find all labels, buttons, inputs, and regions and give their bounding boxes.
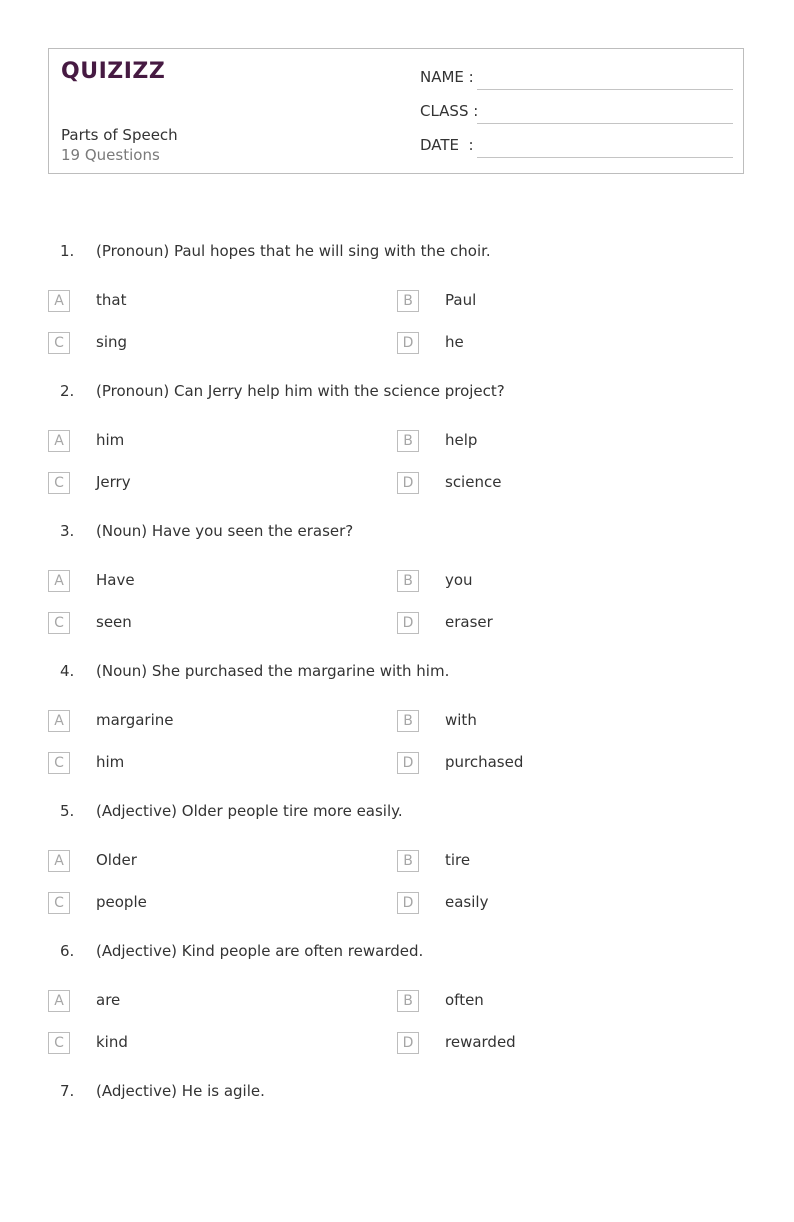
answer-option[interactable]	[397, 752, 737, 776]
question-item	[0, 1082, 794, 1222]
option-text: often	[445, 991, 484, 1009]
option-text: easily	[445, 893, 489, 911]
worksheet-title: Parts of Speech	[61, 126, 178, 144]
question-text: (Noun) Have you seen the eraser?	[96, 522, 354, 540]
name-field[interactable]	[420, 68, 733, 90]
date-field[interactable]	[420, 136, 733, 158]
answer-option[interactable]	[48, 1032, 388, 1056]
option-letter-box[interactable]: A	[48, 290, 70, 312]
answer-option[interactable]	[397, 710, 737, 734]
option-text: you	[445, 571, 473, 589]
option-letter-box[interactable]: B	[397, 710, 419, 732]
option-text: Older	[96, 851, 137, 869]
option-text: seen	[96, 613, 132, 631]
answer-option[interactable]	[48, 752, 388, 776]
class-line[interactable]	[477, 123, 733, 124]
answer-option[interactable]	[397, 570, 737, 594]
option-text: Paul	[445, 291, 477, 309]
answer-option[interactable]	[397, 290, 737, 314]
option-text: purchased	[445, 753, 524, 771]
option-letter-box[interactable]: D	[397, 892, 419, 914]
option-text: eraser	[445, 613, 493, 631]
answer-option[interactable]	[48, 892, 388, 916]
option-text: that	[96, 291, 127, 309]
question-number: 1.	[60, 242, 75, 260]
class-field[interactable]	[420, 102, 733, 124]
option-letter-box[interactable]: A	[48, 990, 70, 1012]
question-item	[0, 522, 794, 662]
option-text: him	[96, 753, 125, 771]
question-text: (Noun) She purchased the margarine with him.	[96, 662, 450, 680]
question-number: 7.	[60, 1082, 75, 1100]
option-text: help	[445, 431, 478, 449]
option-text: are	[96, 991, 121, 1009]
answer-option[interactable]	[48, 710, 388, 734]
option-letter-box[interactable]: C	[48, 892, 70, 914]
answer-option[interactable]	[48, 290, 388, 314]
answer-option[interactable]	[397, 990, 737, 1014]
option-letter-box[interactable]: C	[48, 612, 70, 634]
option-text: margarine	[96, 711, 174, 729]
question-number: 5.	[60, 802, 75, 820]
option-text: with	[445, 711, 477, 729]
answer-option[interactable]	[397, 612, 737, 636]
option-letter-box[interactable]: D	[397, 472, 419, 494]
option-letter-box[interactable]: B	[397, 430, 419, 452]
question-number: 2.	[60, 382, 75, 400]
answer-option[interactable]	[48, 472, 388, 496]
question-item	[0, 802, 794, 942]
option-letter-box[interactable]: B	[397, 290, 419, 312]
option-letter-box[interactable]: B	[397, 570, 419, 592]
option-text: he	[445, 333, 464, 351]
answer-option[interactable]	[48, 990, 388, 1014]
option-letter-box[interactable]: D	[397, 1032, 419, 1054]
option-text: kind	[96, 1033, 128, 1051]
option-letter-box[interactable]: D	[397, 752, 419, 774]
worksheet-header	[48, 48, 744, 174]
answer-option[interactable]	[48, 612, 388, 636]
answer-option[interactable]	[397, 430, 737, 454]
answer-option[interactable]	[397, 892, 737, 916]
name-line[interactable]	[477, 89, 733, 90]
option-letter-box[interactable]: A	[48, 570, 70, 592]
question-text: (Adjective) He is agile.	[96, 1082, 265, 1100]
question-item	[0, 382, 794, 522]
answer-option[interactable]	[397, 850, 737, 874]
option-letter-box[interactable]: D	[397, 612, 419, 634]
question-text: (Adjective) Kind people are often rewarded.	[96, 942, 424, 960]
answer-option[interactable]	[397, 1032, 737, 1056]
option-text: people	[96, 893, 147, 911]
question-number: 6.	[60, 942, 75, 960]
date-line[interactable]	[477, 157, 733, 158]
question-item	[0, 662, 794, 802]
question-item	[0, 242, 794, 382]
answer-option[interactable]	[397, 332, 737, 356]
option-letter-box[interactable]: B	[397, 850, 419, 872]
option-text: sing	[96, 333, 128, 351]
answer-option[interactable]	[48, 332, 388, 356]
question-item	[0, 942, 794, 1082]
question-text: (Pronoun) Can Jerry help him with the science project?	[96, 382, 505, 400]
option-text: him	[96, 431, 125, 449]
option-letter-box[interactable]: C	[48, 472, 70, 494]
answer-option[interactable]	[48, 850, 388, 874]
answer-option[interactable]	[397, 472, 737, 496]
option-text: Jerry	[96, 473, 131, 491]
option-letter-box[interactable]: D	[397, 332, 419, 354]
option-letter-box[interactable]: C	[48, 332, 70, 354]
answer-option[interactable]	[48, 570, 388, 594]
option-letter-box[interactable]: A	[48, 850, 70, 872]
question-text: (Pronoun) Paul hopes that he will sing with the choir.	[96, 242, 491, 260]
option-text: rewarded	[445, 1033, 516, 1051]
name-label: NAME :	[420, 68, 474, 86]
question-number: 3.	[60, 522, 75, 540]
quizizz-logo: QUIZIZZ	[61, 59, 166, 84]
date-label: DATE :	[420, 136, 474, 154]
class-label: CLASS :	[420, 102, 479, 120]
option-letter-box[interactable]: B	[397, 990, 419, 1012]
question-number: 4.	[60, 662, 75, 680]
question-text: (Adjective) Older people tire more easily.	[96, 802, 403, 820]
option-text: tire	[445, 851, 471, 869]
option-letter-box[interactable]: A	[48, 430, 70, 452]
option-letter-box[interactable]: C	[48, 1032, 70, 1054]
option-letter-box[interactable]: C	[48, 752, 70, 774]
answer-option[interactable]	[48, 430, 388, 454]
question-count: 19 Questions	[61, 146, 160, 164]
option-text: Have	[96, 571, 135, 589]
option-text: science	[445, 473, 502, 491]
option-letter-box[interactable]: A	[48, 710, 70, 732]
